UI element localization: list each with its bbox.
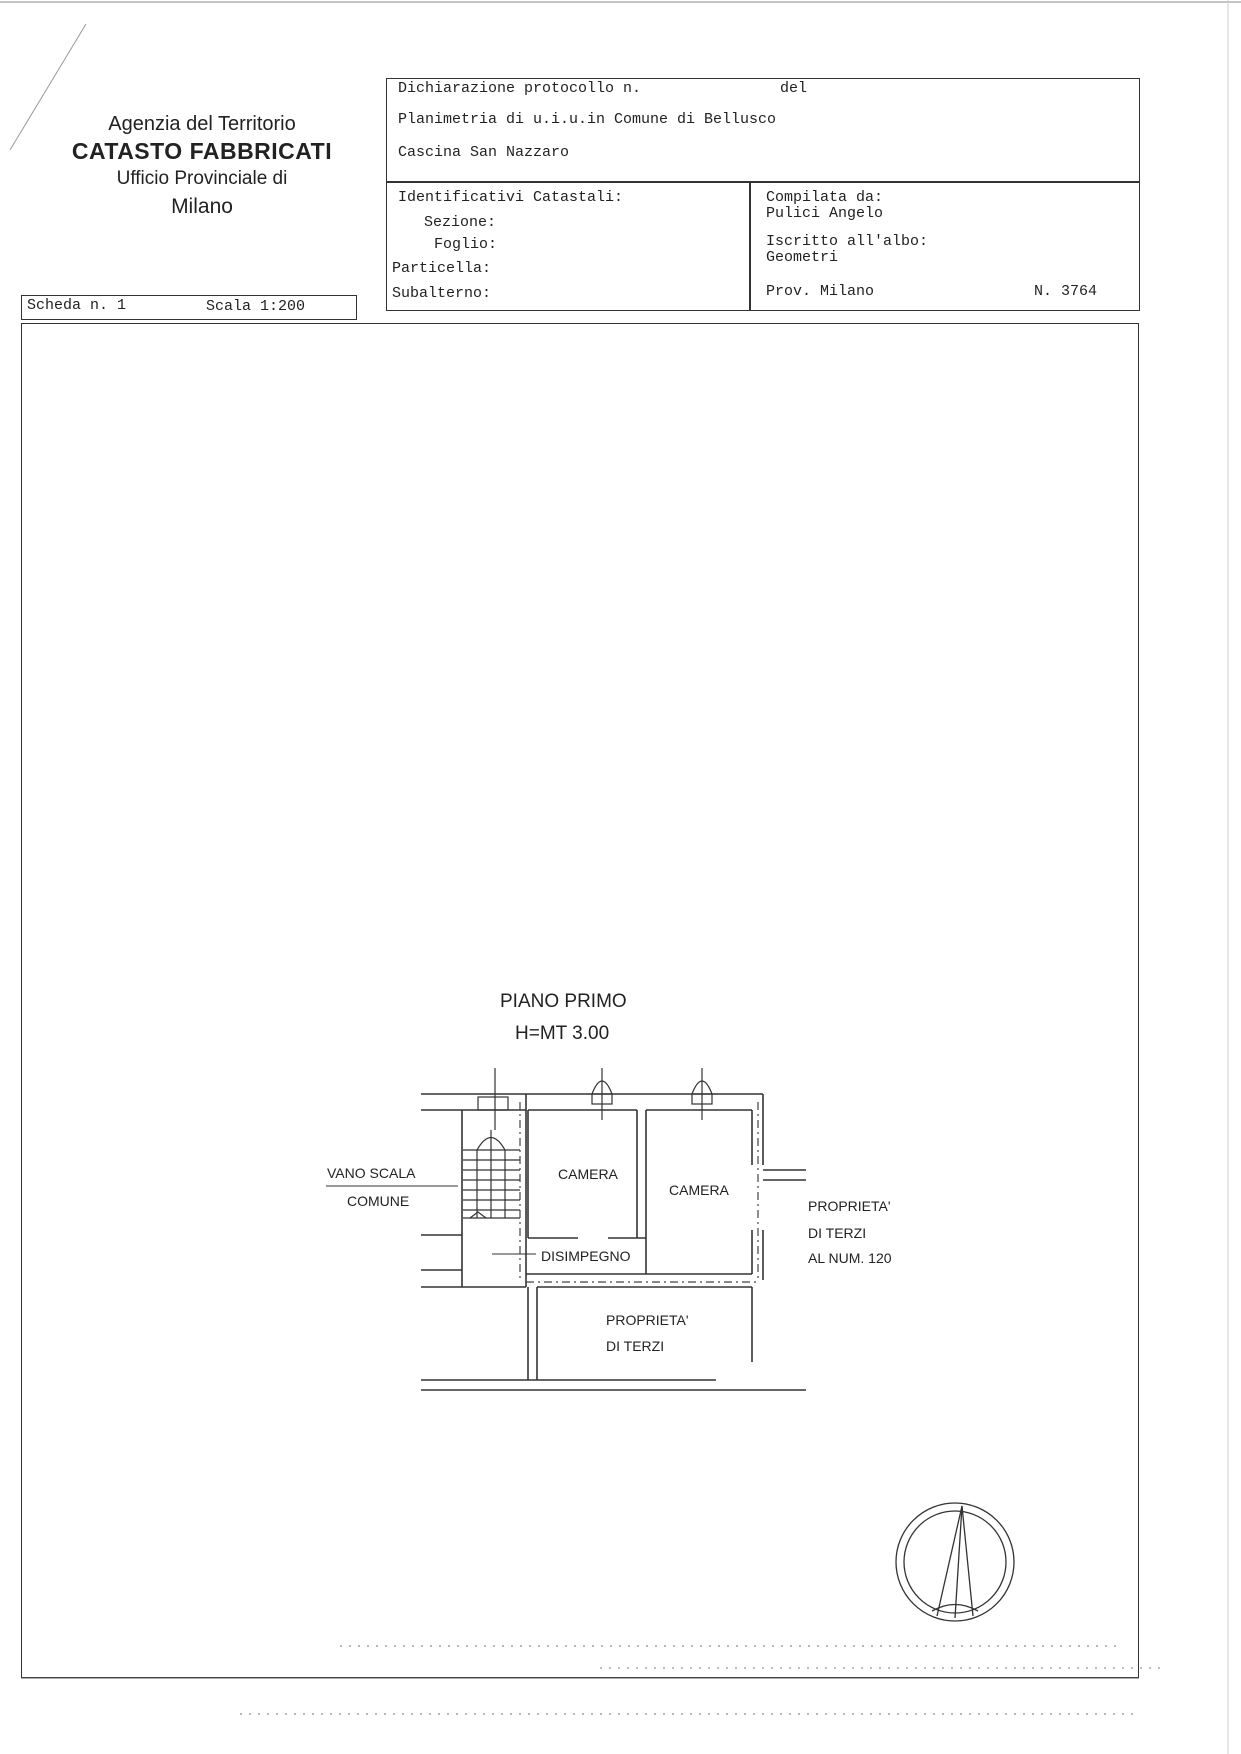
identificativi-label: Identificativi Catastali: [398, 189, 624, 206]
iscritto-label: Iscritto all'albo: [766, 233, 929, 250]
scala-label: Scala 1:200 [206, 298, 306, 315]
label-vano-scala: VANO SCALA [327, 1165, 416, 1181]
label-camera-2: CAMERA [669, 1182, 729, 1198]
address-text: Cascina San Nazzaro [398, 144, 570, 161]
label-proprieta-bottom-1: PROPRIETA' [606, 1312, 689, 1328]
label-comune: COMUNE [347, 1193, 410, 1209]
protocol-label: Dichiarazione protocollo n. [398, 80, 642, 97]
label-proprieta-right-3: AL NUM. 120 [808, 1250, 892, 1266]
sezione-label: Sezione: [424, 214, 497, 231]
subalterno-label: Subalterno: [392, 285, 492, 302]
compilata-label: Compilata da: [766, 189, 884, 206]
city-label: Milano [171, 195, 233, 219]
label-disimpegno: DISIMPEGNO [541, 1248, 631, 1264]
foglio-label: Foglio: [434, 236, 498, 253]
planimetria-text: Planimetria di u.i.u.in Comune di Bellusco [398, 111, 777, 128]
particella-label: Particella: [392, 260, 492, 277]
prov-text: Prov. Milano [766, 283, 875, 300]
del-label: del [780, 80, 808, 97]
albo-text: Geometri [766, 249, 839, 266]
label-camera-1: CAMERA [558, 1166, 618, 1182]
north-arrow-icon [896, 1503, 1014, 1621]
ufficio-label: Ufficio Provinciale di [116, 167, 288, 189]
catasto-title: CATASTO FABBRICATI [71, 138, 333, 164]
plan-title: PIANO PRIMO [500, 991, 627, 1012]
label-proprieta-right-2: DI TERZI [808, 1225, 867, 1241]
label-proprieta-bottom-2: DI TERZI [606, 1338, 665, 1354]
plan-height: H=MT 3.00 [515, 1023, 610, 1044]
label-proprieta-right-1: PROPRIETA' [808, 1198, 891, 1214]
compilata-name: Pulici Angelo [766, 205, 884, 222]
numero-text: N. 3764 [1034, 283, 1098, 300]
scheda-label: Scheda n. 1 [27, 297, 127, 314]
agency-name: Agenzia del Territorio [108, 113, 296, 135]
